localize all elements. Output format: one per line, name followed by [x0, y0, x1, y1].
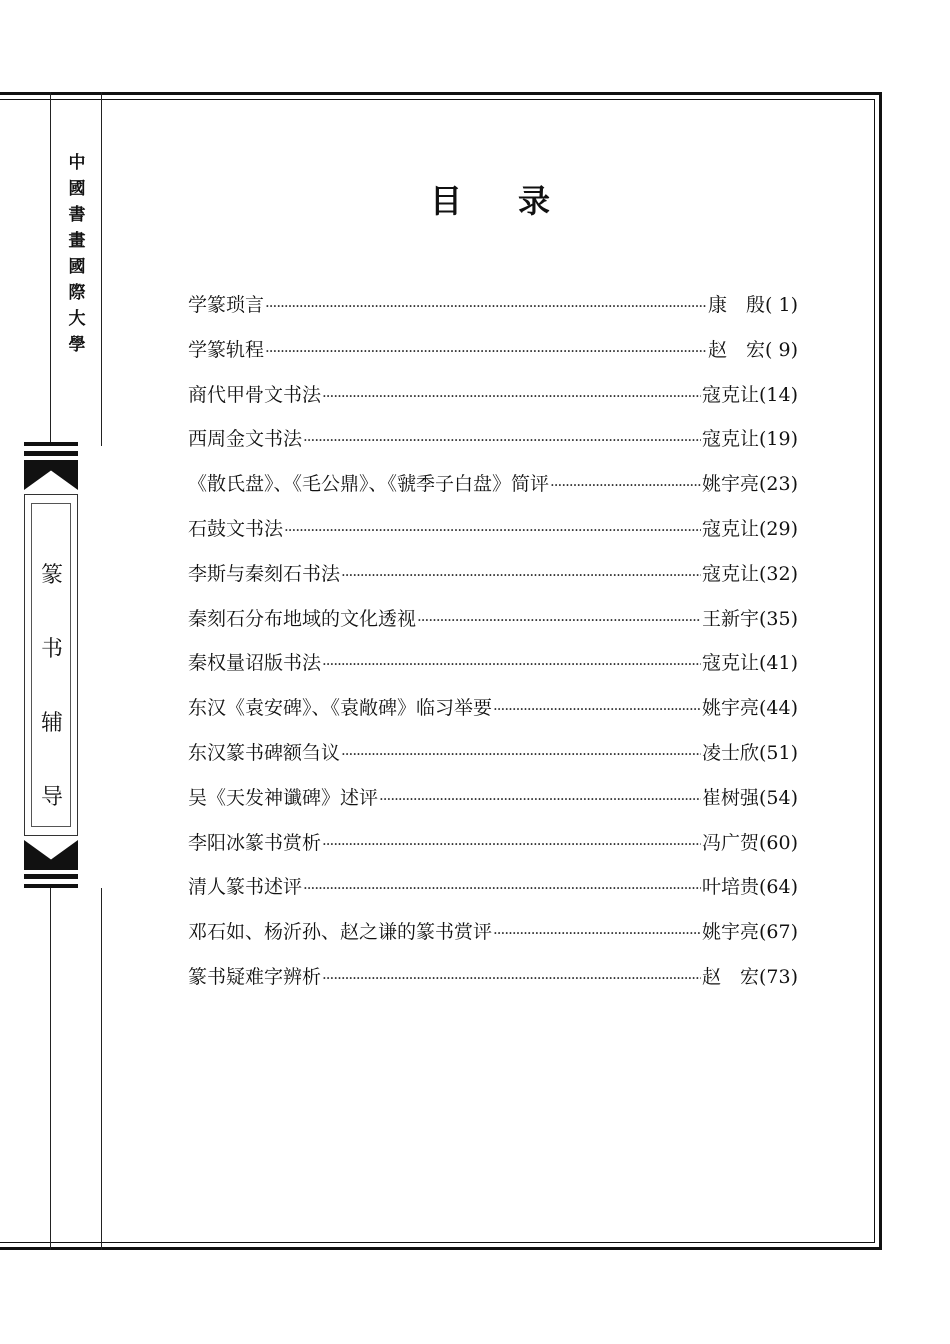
toc-entry[interactable] — [188, 648, 798, 693]
toc-leader-dots — [550, 476, 701, 494]
toc-leader-dots — [303, 431, 701, 449]
toc-entry[interactable] — [188, 738, 798, 783]
toc-entry[interactable] — [188, 469, 798, 514]
toc-entry-page: (51) — [758, 741, 798, 764]
toc-entry-author: 寇克让 — [701, 652, 759, 675]
toc-leader-dots — [265, 342, 707, 360]
toc-leader-dots — [341, 745, 701, 763]
toc-entry-title: 秦权量诏版书法 — [188, 652, 322, 675]
toc-entry-author: 崔树强 — [701, 786, 759, 809]
toc-entry-title: 《散氏盘》、《毛公鼎》、《虢季子白盘》简评 — [188, 473, 550, 496]
series-char: 中 — [68, 153, 86, 173]
toc-entry-page: (23) — [758, 473, 798, 496]
toc-entry-title: 邓石如、杨沂孙、赵之谦的篆书赏评 — [188, 921, 493, 944]
toc-entry-author: 冯广贺 — [701, 831, 759, 854]
label-bar-top — [24, 442, 78, 446]
series-title — [64, 150, 90, 358]
toc-entry-title: 李阳冰篆书赏析 — [188, 831, 322, 854]
toc-entry[interactable] — [188, 290, 798, 335]
book-label-char: 辅 — [40, 711, 63, 736]
toc-entry-author: 姚宇亮 — [701, 921, 759, 944]
toc-leader-dots — [341, 566, 701, 584]
sidebar-rule-right-bottom — [101, 888, 102, 1250]
label-cap-top — [24, 460, 78, 490]
sidebar-rule-right-top — [101, 92, 102, 446]
toc-leader-dots — [284, 521, 701, 539]
toc-entry-title: 东汉《袁安碑》、《袁敞碑》临习举要 — [188, 697, 493, 720]
series-char: 書 — [68, 205, 86, 225]
toc-entry-author: 寇克让 — [701, 562, 759, 585]
toc-entry-page: (35) — [758, 607, 798, 630]
toc-leader-dots — [379, 790, 701, 808]
toc-entry-page: (41) — [758, 652, 798, 675]
toc-entry[interactable] — [188, 604, 798, 649]
label-bar-bottom — [24, 884, 78, 888]
series-char: 國 — [68, 257, 86, 277]
toc-entry-author: 姚宇亮 — [701, 473, 759, 496]
toc-entry-author: 康 殷 — [708, 294, 766, 316]
series-char: 畫 — [68, 231, 86, 251]
series-char: 國 — [68, 179, 86, 199]
toc-entry[interactable] — [188, 335, 798, 380]
toc-entry-author: 寇克让 — [701, 383, 759, 406]
toc-entry-page: (14) — [758, 383, 798, 406]
toc-leader-dots — [322, 655, 701, 673]
toc-entry[interactable] — [188, 693, 798, 738]
label-bar-bottom-2 — [24, 874, 78, 879]
series-char: 學 — [68, 335, 86, 355]
toc-leader-dots — [265, 297, 707, 315]
toc-entry[interactable] — [188, 424, 798, 469]
toc-entry-page: (44) — [758, 697, 798, 720]
toc-entry-page: (73) — [758, 965, 798, 988]
book-label — [20, 442, 82, 888]
toc-entry[interactable] — [188, 962, 798, 1007]
toc-leader-dots — [493, 924, 701, 942]
toc-entry-author: 叶培贵 — [701, 876, 759, 899]
toc-entry[interactable] — [188, 514, 798, 559]
toc-entry-page: (19) — [758, 428, 798, 451]
toc-leader-dots — [303, 879, 701, 897]
toc-entry-author: 凌士欣 — [701, 741, 759, 764]
toc-entry-title: 东汉篆书碑额刍议 — [188, 741, 341, 764]
toc-entry[interactable] — [188, 872, 798, 917]
toc-entry-page: (32) — [758, 562, 798, 585]
book-label-char: 导 — [40, 785, 63, 810]
toc-entry-author: 寇克让 — [701, 428, 759, 451]
toc-entry-author: 寇克让 — [701, 517, 759, 540]
toc-entry-title: 李斯与秦刻石书法 — [188, 562, 341, 585]
toc-entry-author: 赵 宏 — [708, 338, 766, 361]
sidebar-rule-left-bottom — [50, 888, 51, 1250]
toc-leader-dots — [322, 387, 701, 405]
toc-entry-title: 商代甲骨文书法 — [188, 383, 322, 406]
toc-entry-page: (67) — [758, 921, 798, 944]
toc-entry-author: 赵 宏 — [701, 965, 759, 988]
toc-entry-author: 王新宇 — [701, 607, 759, 630]
toc-entry[interactable] — [188, 380, 798, 425]
toc-entry-title: 清人篆书述评 — [188, 876, 303, 899]
series-char: 際 — [68, 283, 86, 303]
toc-entry-title: 学篆轨程 — [188, 338, 265, 361]
toc-entry-page: (54) — [758, 786, 798, 809]
toc-entry[interactable] — [188, 828, 798, 873]
toc-entry-title: 篆书疑难字辨析 — [188, 965, 322, 988]
label-bar-top-2 — [24, 451, 78, 456]
toc-entry-title: 西周金文书法 — [188, 428, 303, 451]
book-label-char: 书 — [40, 637, 63, 662]
toc-entry-author: 姚宇亮 — [701, 697, 759, 720]
toc-entry-page: (64) — [758, 876, 798, 899]
toc-leader-dots — [322, 835, 701, 853]
toc-entry-page: ( 1) — [765, 294, 798, 316]
sidebar-rule-left-top — [50, 92, 51, 446]
book-label-text — [25, 559, 79, 855]
toc-entry[interactable] — [188, 917, 798, 962]
toc-entry-title: 学篆琐言 — [188, 294, 265, 316]
toc-entry-page: (29) — [758, 517, 798, 540]
toc-entry-page: ( 9) — [765, 338, 798, 361]
book-label-char: 篆 — [40, 563, 63, 588]
toc-leader-dots — [322, 969, 701, 987]
label-panel — [24, 494, 78, 836]
toc-leader-dots — [417, 611, 701, 629]
toc-leader-dots — [493, 700, 701, 718]
toc-entry[interactable] — [188, 783, 798, 828]
toc-entry-title: 石鼓文书法 — [188, 517, 284, 540]
toc-entry-title: 秦刻石分布地域的文化透视 — [188, 607, 417, 630]
toc-entry[interactable] — [188, 559, 798, 604]
table-of-contents — [188, 290, 798, 1007]
page-title: 目录 — [430, 182, 607, 220]
toc-entry-page: (60) — [758, 831, 798, 854]
toc-entry-title: 吴《天发神谶碑》述评 — [188, 786, 379, 809]
series-char: 大 — [68, 309, 86, 329]
